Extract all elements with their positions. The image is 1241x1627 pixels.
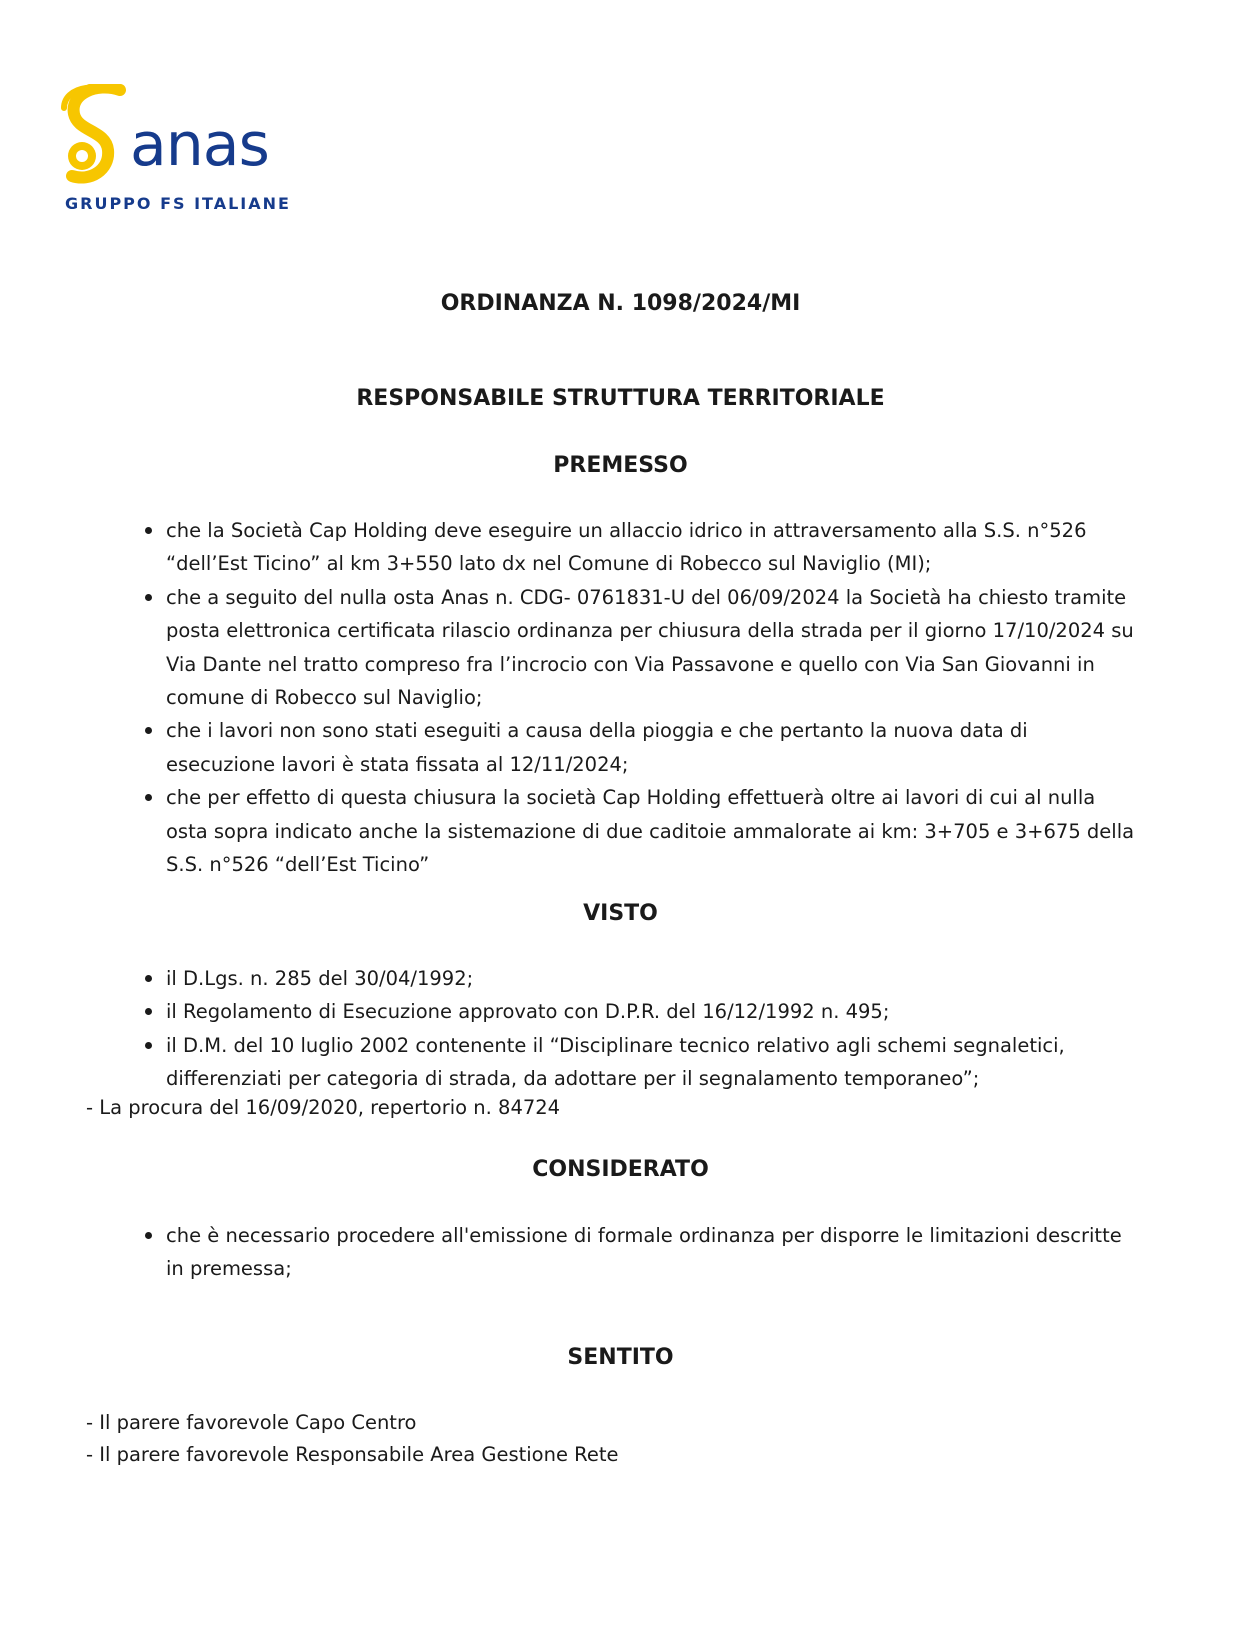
list-item: che i lavori non sono stati eseguiti a causa della pioggia e che pertanto la nuova data di esecuzione lavori è stata fissata al 12/11/2024; xyxy=(140,714,1140,781)
sentito-line: - Il parere favorevole Capo Centro xyxy=(86,1411,417,1434)
list-item: che a seguito del nulla osta Anas n. CDG- 0761831-U del 06/09/2024 la Società ha chiesto tramite posta elettronica certificata rilascio ordinanza per chiusura della strada per il giorno 17/10/2024 su Via Dante nel tratto compreso fra l’incrocio con Via Passavone e quello con Via San Giovanni in comune di Robecco sul Naviglio; xyxy=(140,581,1140,715)
premesso-list xyxy=(140,514,1140,881)
logo-wordmark: anas xyxy=(130,110,269,180)
visto-heading: VISTO xyxy=(583,901,658,926)
premesso-heading: PREMESSO xyxy=(553,453,688,478)
visto-list xyxy=(140,962,1140,1096)
sentito-heading: SENTITO xyxy=(567,1345,674,1370)
list-item: il Regolamento di Esecuzione approvato con D.P.R. del 16/12/1992 n. 495; xyxy=(140,995,1140,1028)
procura-line: - La procura del 16/09/2020, repertorio n. 84724 xyxy=(86,1096,561,1119)
list-item: il D.M. del 10 luglio 2002 contenente il “Disciplinare tecnico relativo agli schemi segnaletici, differenziati per categoria di strada, da adottare per il segnalamento temporaneo”; xyxy=(140,1029,1140,1096)
logo-subtitle: GRUPPO FS ITALIANE xyxy=(65,194,291,213)
considerato-heading: CONSIDERATO xyxy=(532,1157,709,1182)
role-heading: RESPONSABILE STRUTTURA TERRITORIALE xyxy=(356,386,885,411)
anas-s-symbol-icon xyxy=(56,84,130,194)
sentito-line: - Il parere favorevole Responsabile Area Gestione Rete xyxy=(86,1443,619,1466)
list-item: che per effetto di questa chiusura la società Cap Holding effettuerà oltre ai lavori di cui al nulla osta sopra indicato anche la sistemazione di due caditoie ammalorate ai km: 3+705 e 3+675 della S.S. n°526 “dell’Est Ticino” xyxy=(140,781,1140,881)
considerato-list xyxy=(140,1219,1140,1286)
ordinance-title: ORDINANZA N. 1098/2024/MI xyxy=(440,291,801,316)
anas-logo xyxy=(56,84,296,224)
list-item: che la Società Cap Holding deve eseguire un allaccio idrico in attraversamento alla S.S. n°526 “dell’Est Ticino” al km 3+550 lato dx nel Comune di Robecco sul Naviglio (MI); xyxy=(140,514,1140,581)
list-item: che è necessario procedere all'emissione di formale ordinanza per disporre le limitazioni descritte in premessa; xyxy=(140,1219,1140,1286)
list-item: il D.Lgs. n. 285 del 30/04/1992; xyxy=(140,962,1140,995)
